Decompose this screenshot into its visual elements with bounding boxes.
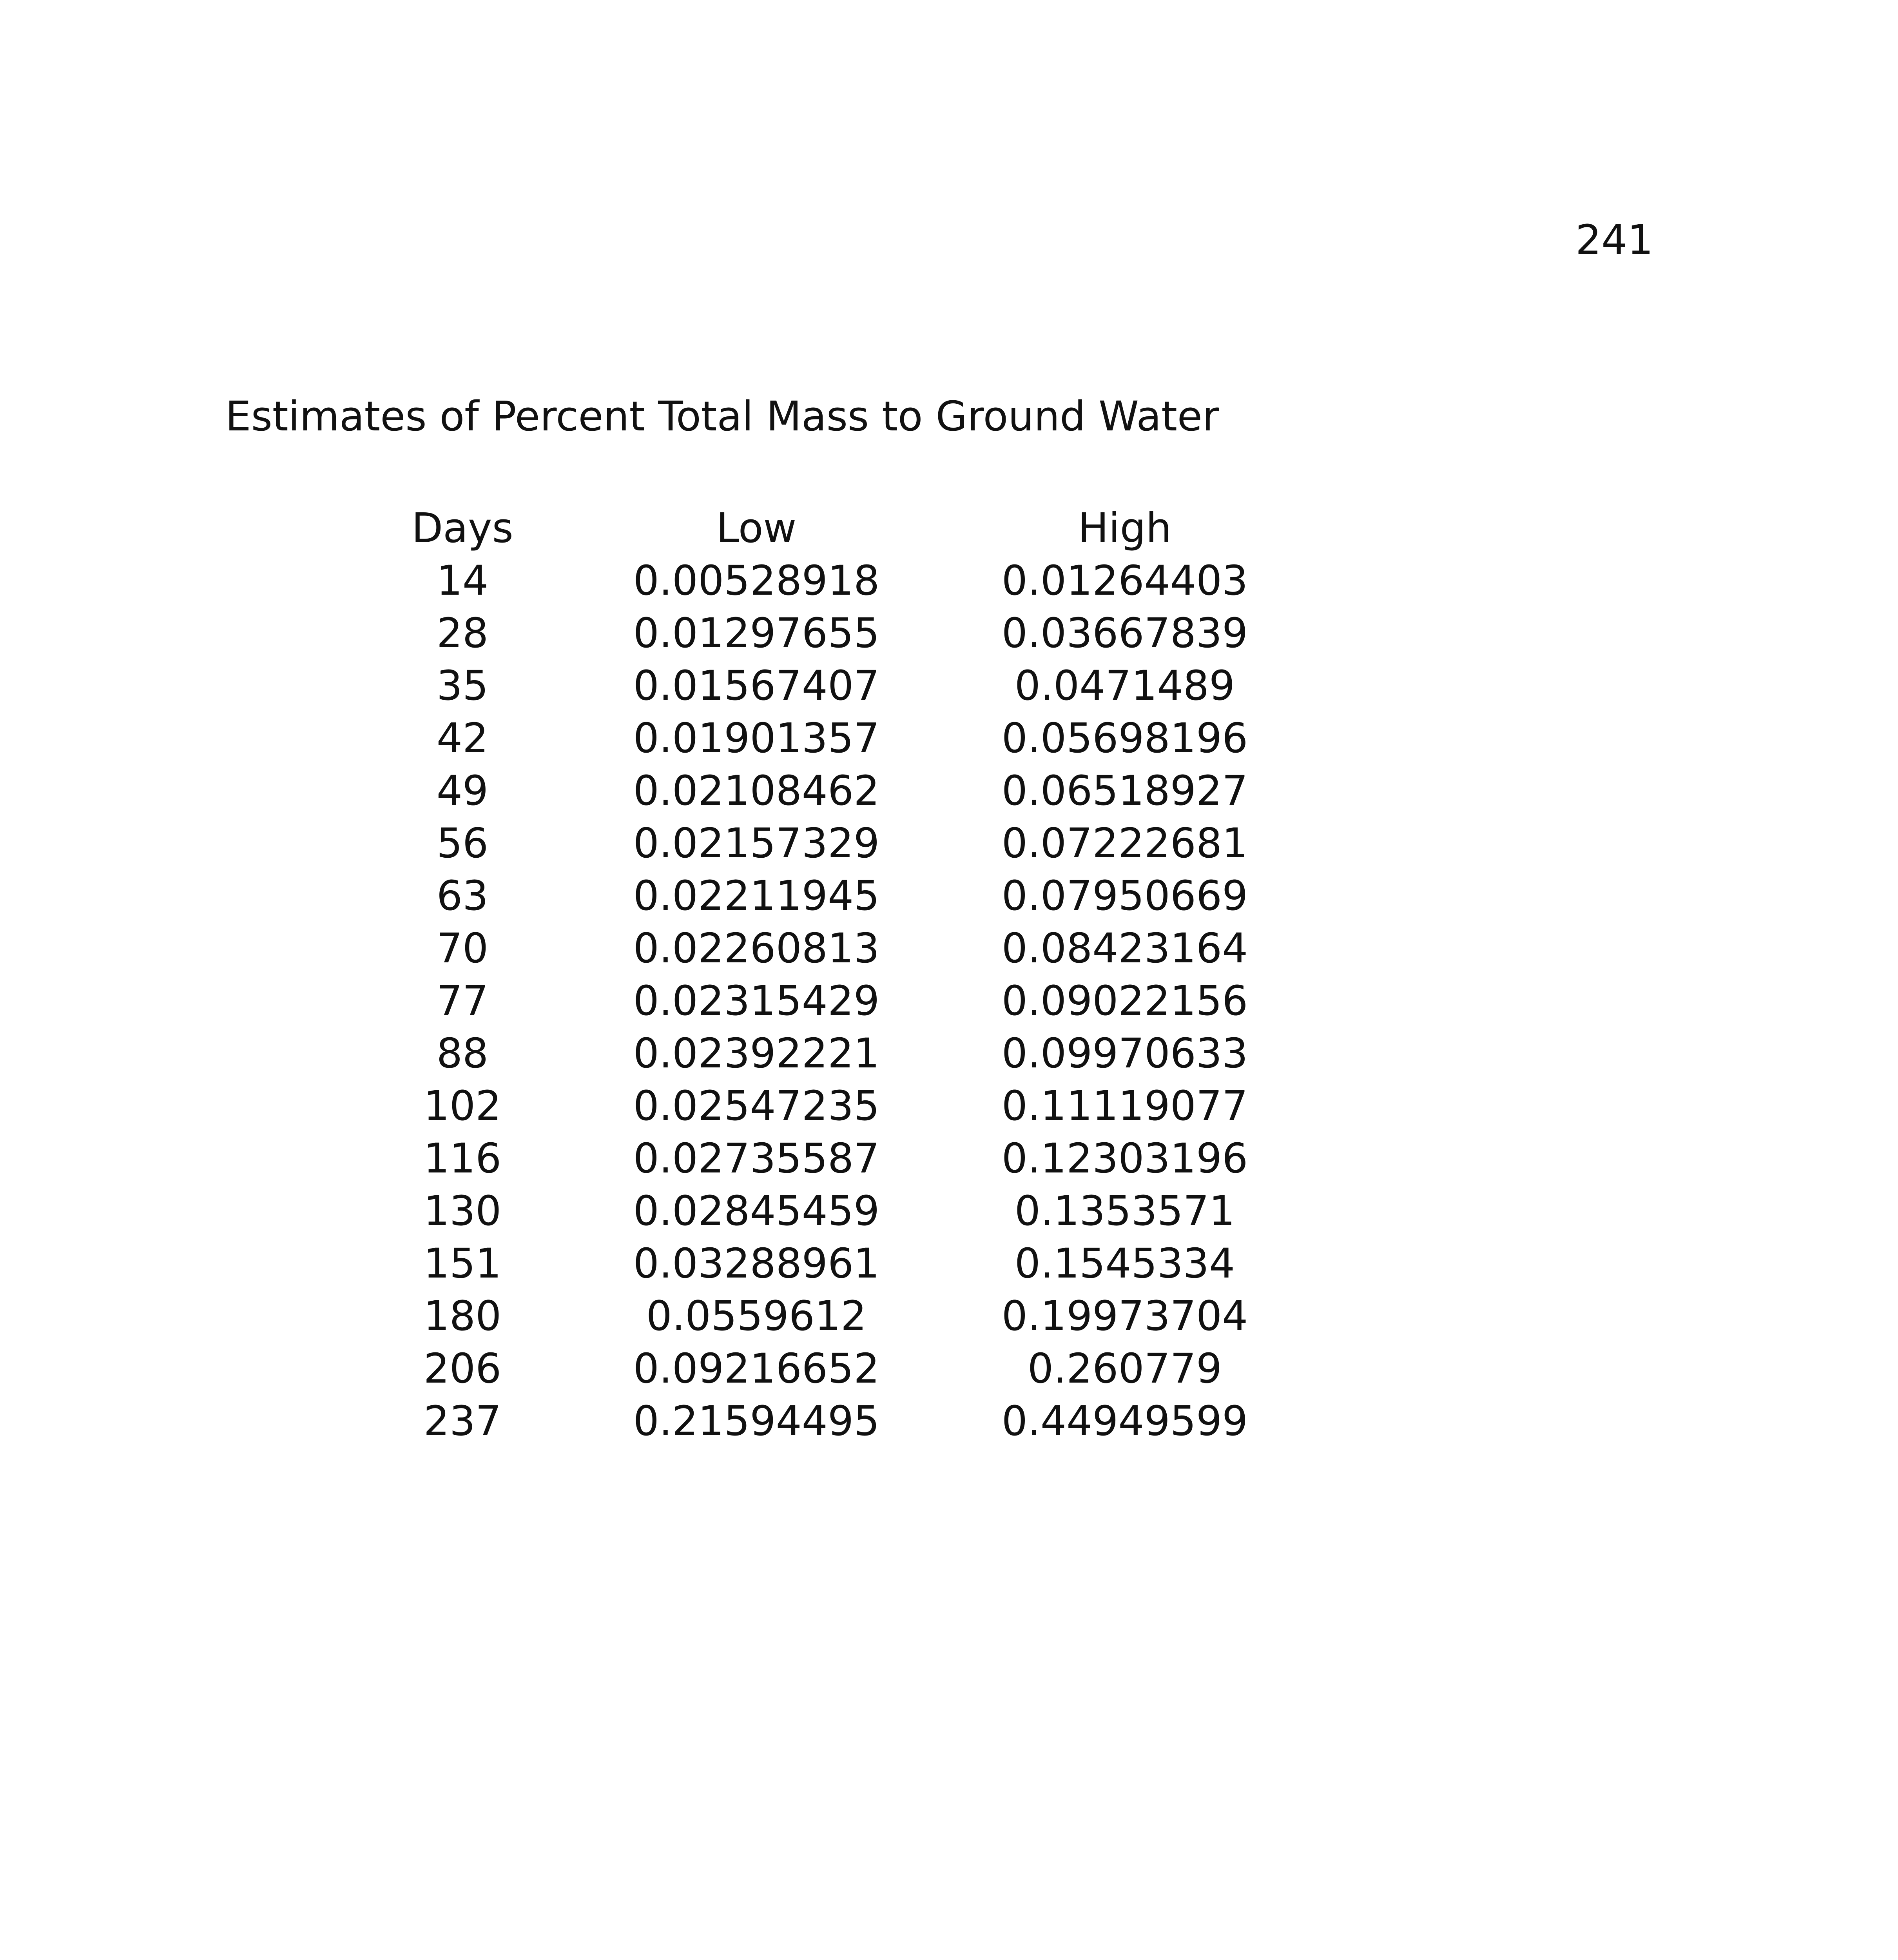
- table-row: [353, 607, 1309, 659]
- cell-high: 0.07950669: [1001, 872, 1248, 920]
- table-row: [353, 659, 1309, 712]
- column-header-low: Low: [716, 504, 797, 552]
- cell-days: 77: [436, 977, 489, 1025]
- table-row: [353, 1342, 1309, 1395]
- table-row: [353, 1132, 1309, 1185]
- table-row: [353, 1290, 1309, 1342]
- table-row: [353, 1080, 1309, 1132]
- cell-high: 0.05698196: [1001, 714, 1248, 762]
- table-row: [353, 817, 1309, 869]
- table-row: [353, 554, 1309, 607]
- cell-low: 0.01901357: [633, 714, 880, 762]
- cell-days: 88: [436, 1029, 489, 1077]
- table-header-row: [353, 502, 1309, 554]
- cell-low: 0.02392221: [633, 1029, 880, 1077]
- cell-low: 0.02260813: [633, 924, 880, 972]
- cell-low: 0.02108462: [633, 767, 880, 815]
- data-table: [353, 502, 1309, 1447]
- cell-days: 130: [423, 1187, 502, 1235]
- column-header-days: Days: [412, 504, 513, 552]
- table-row: [353, 1395, 1309, 1447]
- cell-high: 0.09022156: [1001, 977, 1248, 1025]
- cell-high: 0.03667839: [1001, 609, 1248, 657]
- table-row: [353, 975, 1309, 1027]
- cell-high: 0.1545334: [1014, 1240, 1235, 1287]
- cell-low: 0.02315429: [633, 977, 880, 1025]
- cell-days: 116: [423, 1134, 502, 1182]
- table-row: [353, 764, 1309, 817]
- table-body: [353, 554, 1309, 1447]
- cell-days: 206: [423, 1345, 502, 1392]
- cell-low: 0.21594495: [633, 1397, 880, 1445]
- cell-low: 0.02845459: [633, 1187, 880, 1235]
- cell-low: 0.0559612: [646, 1292, 867, 1340]
- cell-high: 0.44949599: [1001, 1397, 1248, 1445]
- cell-high: 0.12303196: [1001, 1134, 1248, 1182]
- cell-days: 14: [436, 557, 489, 604]
- cell-high: 0.08423164: [1001, 924, 1248, 972]
- table-row: [353, 1185, 1309, 1237]
- cell-high: 0.260779: [1027, 1345, 1222, 1392]
- cell-low: 0.02157329: [633, 819, 880, 867]
- table-row: [353, 712, 1309, 764]
- cell-high: 0.1353571: [1014, 1187, 1235, 1235]
- cell-days: 180: [423, 1292, 502, 1340]
- cell-low: 0.09216652: [633, 1345, 880, 1392]
- cell-days: 42: [436, 714, 489, 762]
- cell-high: 0.01264403: [1001, 557, 1248, 604]
- cell-low: 0.01297655: [633, 609, 880, 657]
- cell-low: 0.02211945: [633, 872, 880, 920]
- cell-high: 0.19973704: [1001, 1292, 1248, 1340]
- cell-days: 35: [436, 662, 489, 710]
- cell-high: 0.06518927: [1001, 767, 1248, 815]
- column-header-high: High: [1078, 504, 1172, 552]
- cell-low: 0.01567407: [633, 662, 880, 710]
- table-row: [353, 1237, 1309, 1290]
- cell-days: 151: [423, 1240, 502, 1287]
- table-title: Estimates of Percent Total Mass to Ground Water: [225, 392, 1219, 440]
- cell-days: 63: [436, 872, 489, 920]
- cell-days: 70: [436, 924, 489, 972]
- page-number: 241: [1575, 216, 1653, 264]
- cell-low: 0.00528918: [633, 557, 880, 604]
- table-row: [353, 922, 1309, 975]
- table-row: [353, 869, 1309, 922]
- cell-days: 237: [423, 1397, 502, 1445]
- table-row: [353, 1027, 1309, 1080]
- cell-low: 0.03288961: [633, 1240, 880, 1287]
- cell-high: 0.0471489: [1014, 662, 1235, 710]
- cell-days: 56: [436, 819, 489, 867]
- cell-low: 0.02735587: [633, 1134, 880, 1182]
- cell-days: 102: [423, 1082, 502, 1130]
- cell-high: 0.11119077: [1001, 1082, 1248, 1130]
- cell-high: 0.07222681: [1001, 819, 1248, 867]
- cell-days: 49: [436, 767, 489, 815]
- cell-high: 0.09970633: [1001, 1029, 1248, 1077]
- cell-low: 0.02547235: [633, 1082, 880, 1130]
- cell-days: 28: [436, 609, 489, 657]
